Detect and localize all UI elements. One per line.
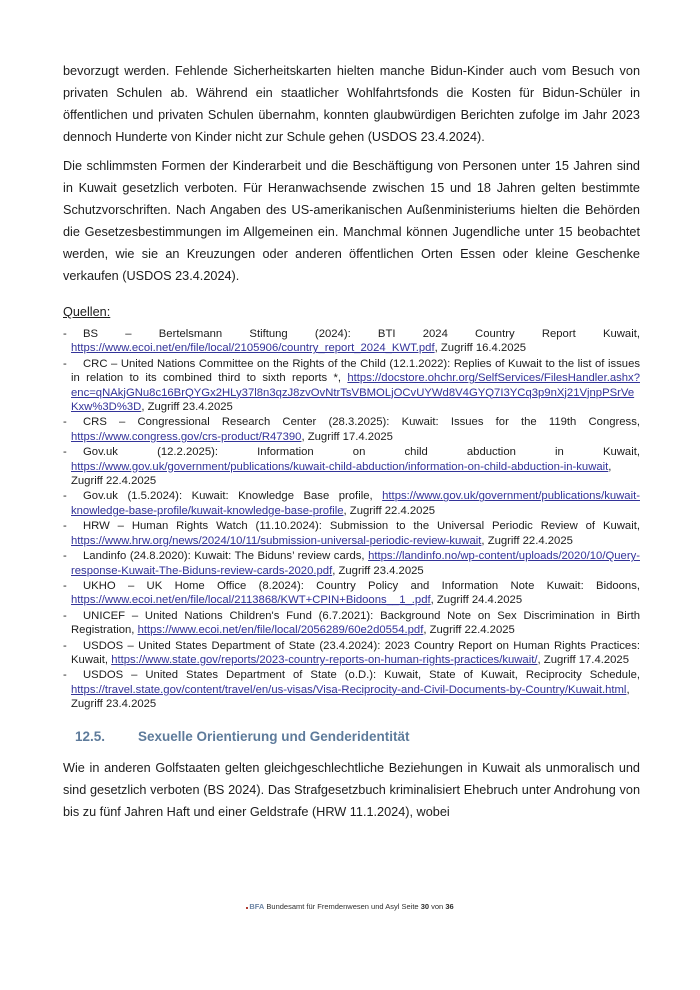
source-link[interactable]: https://docstore.ohchr.org/SelfServices/FilesHandler.ashx?enc=qNAkjGNu8c16BrQYGx2HLy37l8n3qzJ8zvOvNtrTsVBMOLjOCvUYWd8V4GYQ7I3YCq3p9nXj21VjnpPSrVeKxw%3D%3D [71, 372, 640, 414]
footer-page-label: Seite [401, 902, 419, 911]
source-text: BS – Bertelsmann Stiftung (2024): BTI 2024 Country Report Kuwait, [83, 328, 640, 340]
source-item [63, 327, 640, 356]
source-text: Landinfo (24.8.2020): Kuwait: The Biduns’ review cards, [83, 550, 369, 563]
source-link[interactable]: https://travel.state.gov/content/travel/en/us-visas/Visa-Reciprocity-and-Civil-Documents-by-Country/Kuwait.html [71, 683, 627, 696]
source-item [63, 519, 640, 548]
body-paragraph-3: Wie in anderen Golfstaaten gelten gleichgeschlechtliche Beziehungen in Kuwait als unmoralisch und sind gesetzlich verboten (BS 2024). Das Strafgesetzbuch kriminalisiert Ehebruch unter Androhung von bis zu fünf Jahren Haft und einer Geldstrafe (HRW 11.1.2024), wobei [63, 760, 640, 819]
source-item [63, 357, 640, 415]
footer-page-number: 30 [420, 902, 430, 911]
section-heading [63, 729, 640, 744]
bfa-logo-dot-icon [246, 907, 248, 909]
page-footer [0, 902, 700, 912]
source-item [63, 445, 640, 488]
source-text: CRC – United Nations Committee on the Rights of the Child (12.1.2022): Replies of Kuwait to the list of issues in relation to its combined third to sixth reports *, [71, 357, 640, 385]
source-text: , Zugriff 22.4.2025 [481, 534, 573, 547]
source-link[interactable]: https://landinfo.no/wp-content/uploads/2020/10/Query-response-Kuwait-The-Biduns-review-cards-2020.pdf [71, 550, 640, 577]
source-link[interactable]: https://www.gov.uk/government/publications/kuwait-child-abduction/information-on-child-abduction-in-kuwait [71, 460, 609, 473]
section-number: 12.5. [75, 728, 106, 744]
source-text: Gov.uk (12.2.2025): Information on child abduction in Kuwait, [83, 446, 640, 459]
source-item [63, 639, 640, 668]
sources-list [63, 327, 640, 712]
footer-of-label: von [431, 902, 444, 911]
source-text: Gov.uk (1.5.2024): Kuwait: Knowledge Base profile, [83, 490, 383, 503]
body-paragraph-2: Die schlimmsten Formen der Kinderarbeit und die Beschäftigung von Personen unter 15 Jahren sind in Kuwait gesetzlich verboten. Für Heranwachsende zwischen 15 und 18 Jahren gelten bestimmte Schutzvorschriften. Nach Angaben des US-amerikanischen Außenministeriums hielten die Behörden die Gesetzesbestimmungen im Allgemeinen ein. Manchmal können Jugendliche unter 15 beobachtet werden, wie sie an Kreuzungen oder anderen öffentlichen Orten Essen oder kleine Geschenke verkaufen (USDOS 23.4.2024). [63, 159, 640, 283]
source-item [63, 579, 640, 608]
source-link[interactable]: https://www.ecoi.net/en/file/local/2056289/60e2d0554.pdf [137, 624, 424, 637]
source-text: , Zugriff 22.4.2025 [71, 460, 612, 488]
source-text: , Zugriff 22.4.2025 [423, 624, 515, 637]
source-text: USDOS – United States Department of State (23.4.2024): 2023 Country Report on Human Rights Practices: Kuwait, [71, 639, 640, 666]
source-text: CRS – Congressional Research Center (28.3.2025): Kuwait: Issues for the 119th Congress, [83, 416, 640, 429]
source-link[interactable]: https://www.ecoi.net/en/file/local/2105906/country_report_2024_KWT.pdf [71, 342, 435, 355]
source-text: , Zugriff 23.4.2025 [71, 683, 630, 711]
source-text: USDOS – United States Department of State (o.D.): Kuwait, State of Kuwait, Reciprocity Schedule, [83, 669, 640, 682]
footer-org: Bundesamt für Fremdenwesen und Asyl [266, 902, 400, 911]
source-text: UNICEF – United Nations Children's Fund (6.7.2021): Background Note on Sex Discrimination in Birth Registration, [71, 609, 640, 637]
section-title: Sexuelle Orientierung und Genderidentität [138, 728, 410, 744]
source-text: , Zugriff 22.4.2025 [343, 504, 436, 517]
source-item [63, 668, 640, 711]
bfa-logo: BFA [249, 902, 265, 911]
source-item [63, 489, 640, 518]
source-link[interactable]: https://www.state.gov/reports/2023-country-reports-on-human-rights-practices/kuwait/ [111, 653, 538, 666]
source-text: HRW – Human Rights Watch (11.10.2024): Submission to the Universal Periodic Review of Kuwait, [83, 520, 640, 533]
sources-heading: Quellen: [63, 305, 111, 319]
source-text: UKHO – UK Home Office (8.2024): Country Policy and Information Note Kuwait: Bidoons, [83, 579, 640, 592]
source-text: , Zugriff 23.4.2025 [332, 564, 424, 577]
source-link[interactable]: https://www.congress.gov/crs-product/R47390 [71, 430, 302, 443]
source-link[interactable]: https://www.hrw.org/news/2024/10/11/submission-universal-periodic-review-kuwait [71, 534, 482, 547]
source-text: , Zugriff 16.4.2025 [434, 342, 527, 355]
source-text: , Zugriff 24.4.2025 [430, 594, 523, 607]
source-item [63, 609, 640, 638]
source-item [63, 415, 640, 444]
source-text: , Zugriff 17.4.2025 [537, 653, 629, 666]
source-link[interactable]: https://www.gov.uk/government/publications/kuwait-knowledge-base-profile/kuwait-knowledge-base-profile [71, 490, 640, 517]
source-item [63, 549, 640, 578]
source-text: , Zugriff 17.4.2025 [301, 430, 393, 443]
footer-page-total: 36 [445, 902, 454, 911]
source-text: , Zugriff 23.4.2025 [141, 401, 233, 414]
source-link[interactable]: https://www.ecoi.net/en/file/local/2113868/KWT+CPIN+Bidoons__1_.pdf [71, 594, 431, 607]
body-paragraph-1: bevorzugt werden. Fehlende Sicherheitskarten hielten manche Bidun-Kinder auch vom Besuch von privaten Schulen ab. Während ein staatlicher Wohlfahrtsfonds die Kosten für Bidun-Schüler in öffentlichen und privaten Schulen übernahm, konnten glaubwürdigen Berichten zufolge im Jahr 2023 dennoch Hunderte von Kinder nicht zur Schule gehen (USDOS 23.4.2024). [63, 64, 640, 144]
